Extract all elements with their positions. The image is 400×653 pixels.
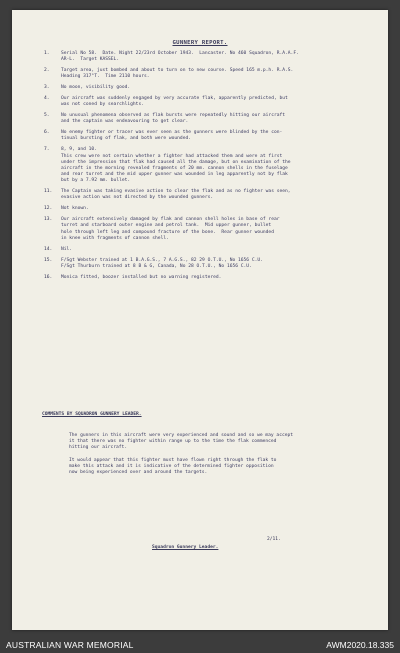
- footer-bar: [0, 637, 400, 653]
- item-number: 6.: [44, 130, 50, 136]
- report-items: [44, 51, 358, 286]
- item-number: 3.: [44, 85, 50, 91]
- item-number: 15.: [44, 257, 53, 263]
- item-text: Monica fitted, boozer installed but no warning registered.: [61, 274, 222, 280]
- item-number: 16.: [44, 274, 53, 280]
- report-item: [44, 247, 358, 253]
- report-item: [44, 96, 358, 108]
- item-text: Our aircraft was suddenly engaged by very accurate flak, apparently predicted, but was not coned by searchlights.: [61, 96, 288, 108]
- comment-paragraph: It would appear that this fighter must have flown right through the flak to make this attack and it is indicative of the determined fighter opposition now being experienced over and around the targets.: [69, 457, 277, 476]
- report-item: [44, 130, 358, 142]
- institution-label: AUSTRALIAN WAR MEMORIAL: [6, 640, 134, 650]
- comment-paragraph: The gunners in this aircraft were very experienced and sound and so we may accept it that there was no fighter within range up to the time the flak commenced hitting our aircraft.: [69, 433, 294, 451]
- item-text: No enemy fighter or tracer was ever seen as the gunners were blinded by the con- tinual bursting of flak, and both were wounded.: [61, 130, 283, 142]
- accession-number: AWM2020.18.335: [326, 640, 394, 650]
- item-text: F/Sgt Webster trained at 1 B.A.G.S., 7 A.G.S., 82 29 O.T.U., No 1656 C.U. F/Sgt Thurburn trained at 8 B & G, Canada, No 28 O.T.U., No 1656 C.U.: [61, 257, 263, 269]
- item-text: Target area, just bombed and about to turn on to new course. Speed 165 m.p.h. R.A.S. Heading 317°T. Time 2110 hours.: [61, 68, 294, 80]
- report-item: [44, 85, 358, 91]
- comments-heading: COMMENTS BY SQUADRON GUNNERY LEADER.: [42, 412, 142, 417]
- item-text: Our aircraft extensively damaged by flak and cannon shell holes in base of rear turret and starboard outer engine and petrol tank. Mid upper gunner, bullet hole through left leg and compound fracture of the bone. Rear gunner wounded in knee with fragments of cannon shell.: [61, 217, 280, 241]
- comments-section: [69, 433, 355, 482]
- item-text: Nil.: [61, 246, 73, 252]
- report-item: [44, 275, 358, 281]
- item-text: No moon, visibility good.: [61, 85, 131, 91]
- document-title: GUNNERY REPORT.: [172, 40, 228, 46]
- item-number: 1.: [44, 51, 50, 56]
- report-item: [44, 258, 358, 270]
- report-item: [44, 113, 358, 125]
- report-item: [44, 147, 358, 184]
- item-text: The Captain was taking evasive action to clear the flak and as no fighter was seen, evasive action was not directed by the wounded gunners.: [61, 189, 291, 201]
- document-page: [12, 10, 388, 630]
- item-number: 13.: [44, 217, 53, 223]
- report-item: [44, 189, 358, 201]
- item-text: Serial No 58. Date. Night 22/23rd October 1943. Lancaster. No 460 Squadron, R.A.A.F. AR-L. Target KASSEL.: [61, 51, 299, 63]
- item-number: 2.: [44, 68, 50, 74]
- item-number: 7.: [44, 147, 50, 153]
- signature-date: 2/11.: [267, 537, 281, 542]
- report-item: [44, 217, 358, 242]
- item-text: 8, 9, and 10. This crew were not certain whether a fighter had attacked them and were at first under the impression that flak had caused all the damage, but on examination of the aircraft in the morning revealed fragments of 20 mm. cannon shells in the fuselage and rear turret and the mid upper gunner was wounded in leg apparently not by flak but by a 7.92 mm. bullet.: [61, 147, 291, 184]
- report-item: [44, 206, 358, 212]
- item-text: Not known.: [61, 206, 89, 212]
- item-text: No unusual phenomena observed as flak bursts were repeatedly hitting our aircraft and the captain was endeavouring to get clear.: [61, 113, 286, 125]
- item-number: 5.: [44, 113, 50, 119]
- item-number: 12.: [44, 206, 53, 212]
- item-number: 14.: [44, 246, 53, 252]
- item-number: 11.: [44, 189, 53, 195]
- item-number: 4.: [44, 96, 50, 102]
- report-item: [44, 68, 358, 80]
- report-item: [44, 51, 358, 63]
- signature-line: Squadron Gunnery Leader.: [152, 545, 219, 550]
